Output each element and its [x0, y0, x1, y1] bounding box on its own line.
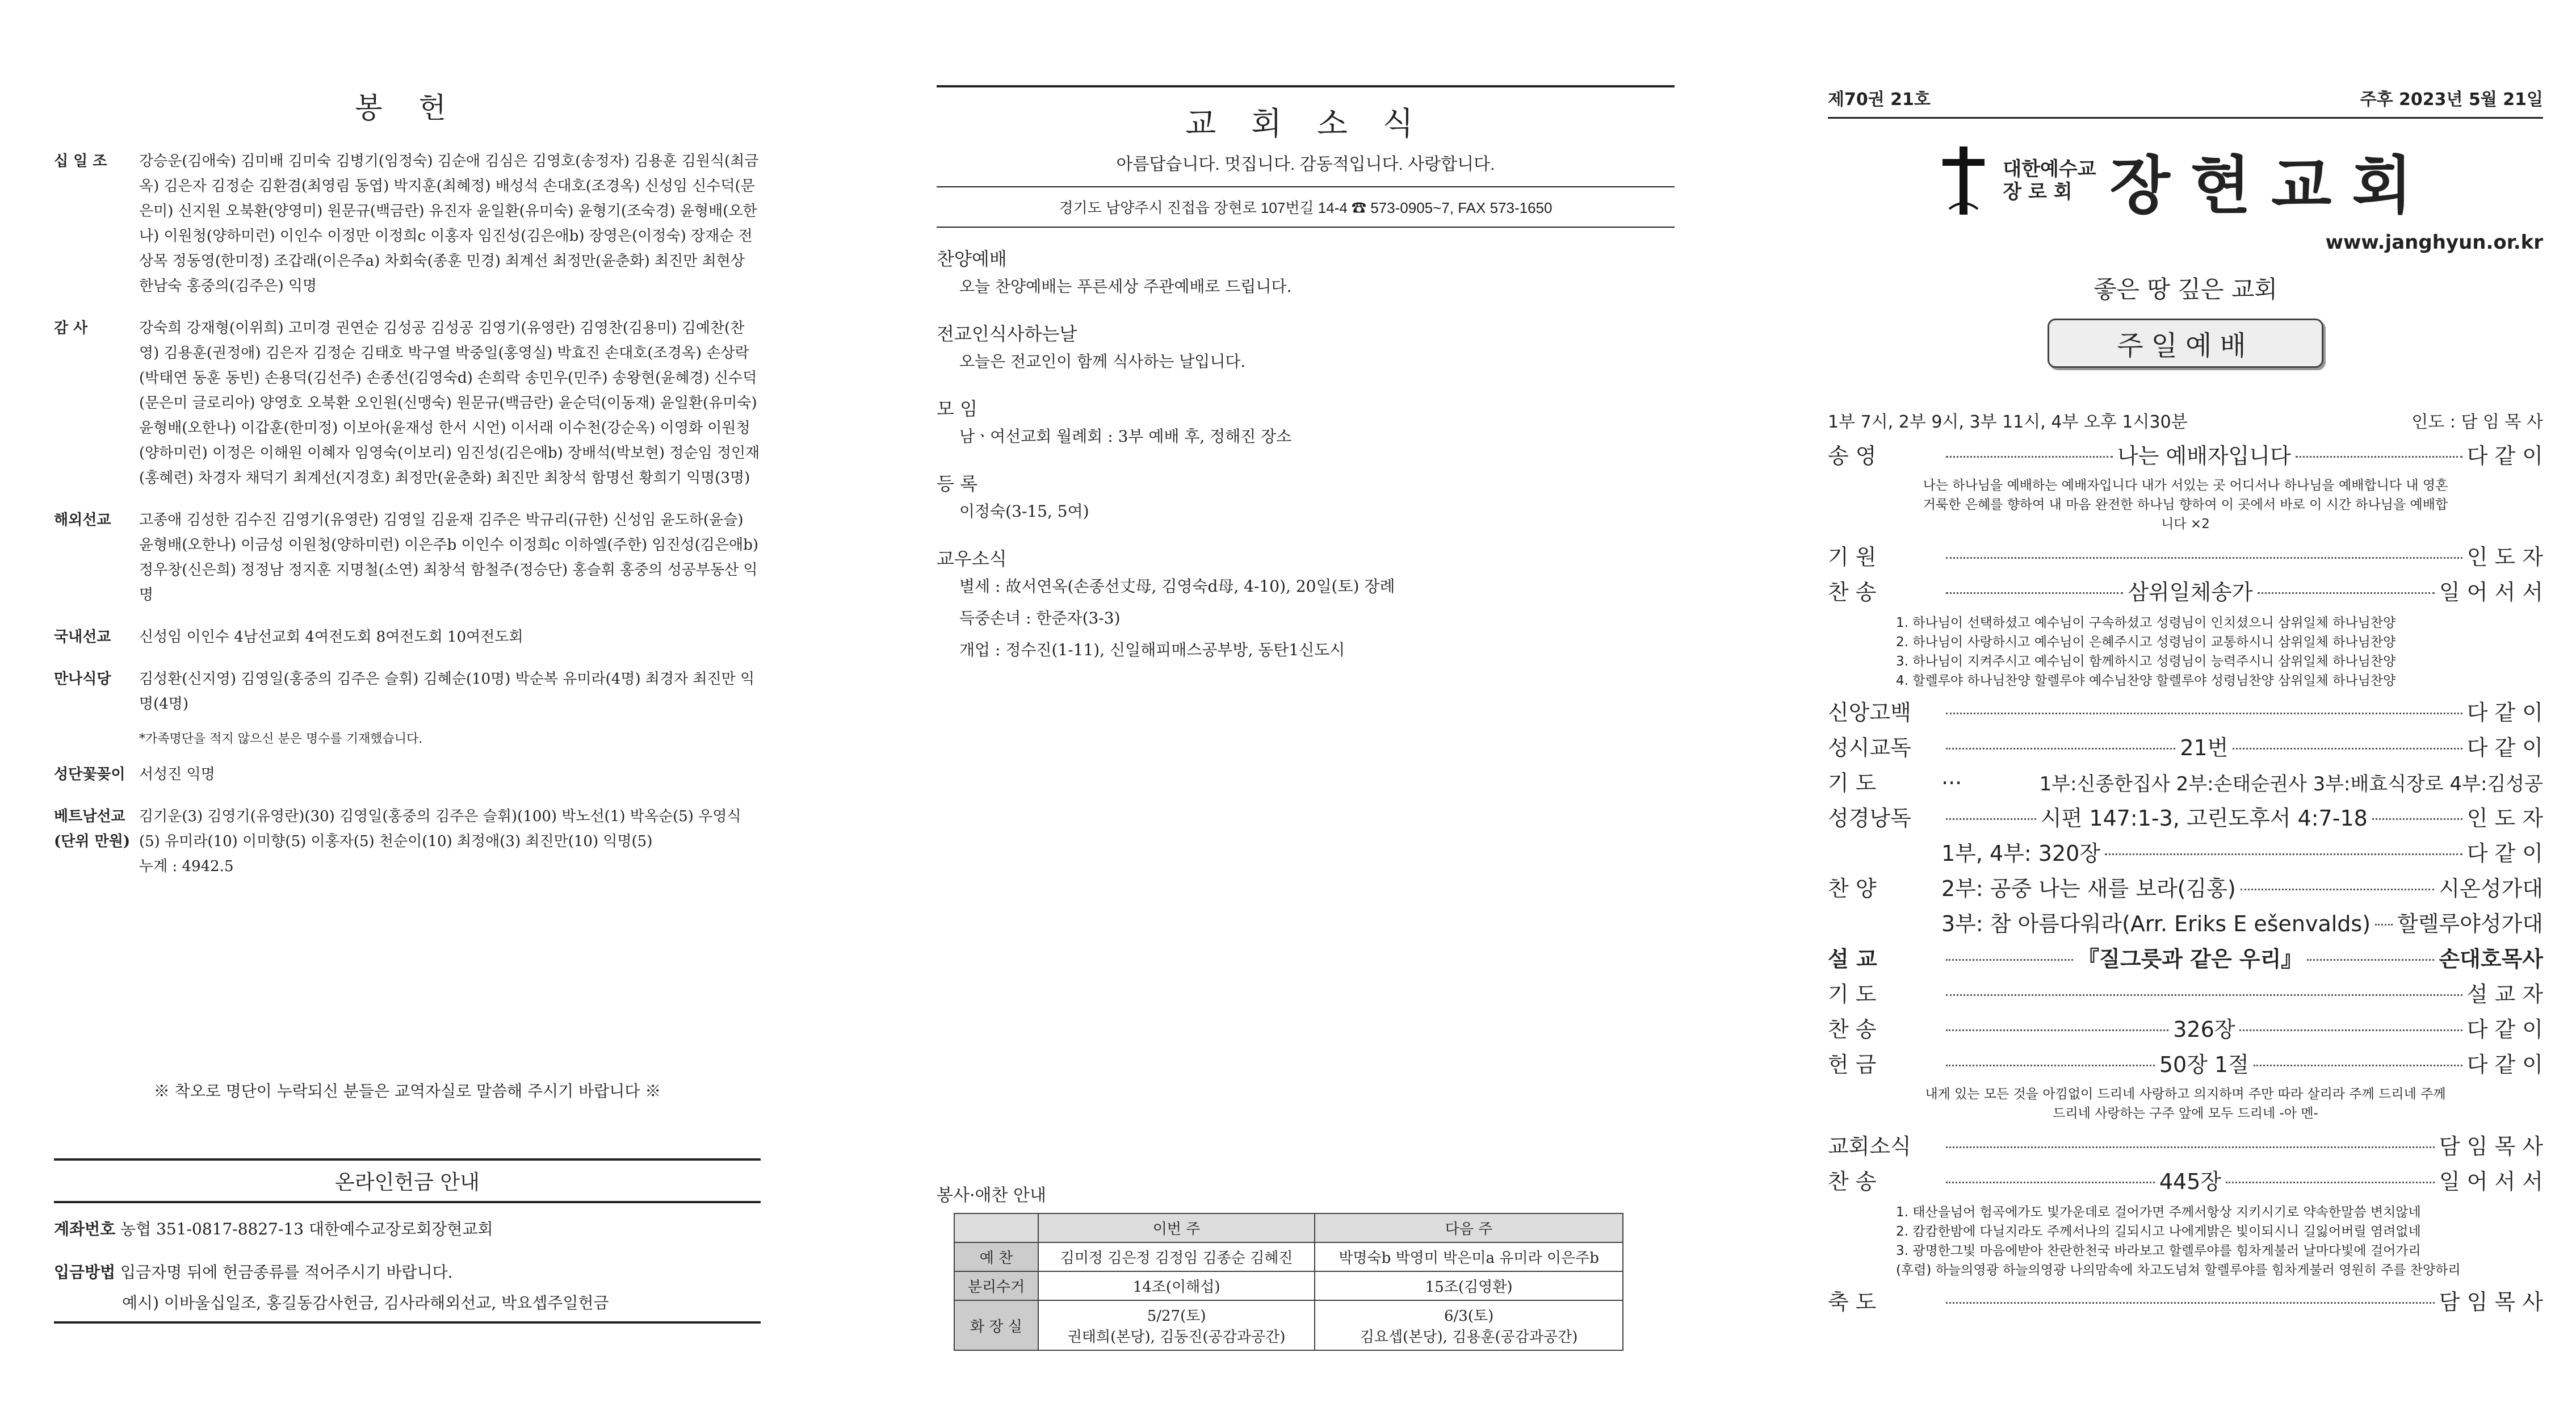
example-text: 예시) 이바울십일조, 홍길동감사헌금, 김사라해외선교, 박요셉주일헌금	[122, 1293, 609, 1312]
order-item	[1828, 836, 2543, 871]
news-heading: 모 임	[937, 398, 977, 420]
vietnam-total: 누계 : 4942.5	[139, 858, 234, 875]
sunday-service-banner: 주일예배	[2048, 319, 2323, 368]
cross-icon	[1938, 146, 1989, 215]
news-panel	[937, 0, 1675, 1415]
order-leader-dots	[2372, 818, 2462, 820]
hymn-verse: 1. 하나님이 선택하셨고 예수님이 구속하셨고 성령님이 인치셨으니 삼위일체 하나님찬양	[1896, 616, 2396, 630]
service-times-row	[1828, 408, 2543, 433]
flowers-section	[54, 762, 761, 787]
method-label: 입금방법	[54, 1263, 116, 1282]
order-leader-dots	[2105, 853, 2462, 855]
online-offering-box	[54, 1158, 761, 1324]
order-leader-dots	[1946, 818, 2036, 820]
order-item	[1828, 977, 2543, 1012]
section-names: 신성임 이인수 4남선교회 4여전도회 8여전도회 10여전도회	[139, 629, 523, 646]
news-heading: 교우소식	[937, 548, 1007, 570]
news-body: 이정숙(3-15, 5여)	[959, 502, 1089, 521]
hymn-verse: 2. 하나님이 사랑하시고 예수님이 은혜주시고 성령님이 교통하시니 삼위일체 하나님찬양	[1896, 635, 2396, 650]
news-body: 개업 : 정수진(1-11), 신일해피매스공부방, 동탄1신도시	[959, 640, 1345, 659]
news-title: 교 회 소 식	[937, 85, 1675, 144]
order-item	[1828, 438, 2543, 474]
table-row	[954, 1271, 1623, 1300]
order-item	[1828, 906, 2543, 941]
order-item	[1828, 695, 2543, 730]
order-label: 설 교	[1828, 947, 1877, 972]
table-cell: 화 장 실	[954, 1300, 1038, 1350]
table-cell: 박명숙b 박영미 박은미a 유미라 이은주b	[1315, 1242, 1623, 1271]
order-item	[1828, 575, 2543, 610]
order-label: 기 도	[1828, 982, 1877, 1007]
order-content: 21번	[2180, 735, 2229, 760]
order-leader: 담 임 목 사	[2439, 1134, 2543, 1159]
news-body: 오늘 찬양예배는 푸른세상 주관예배로 드립니다.	[959, 277, 1292, 296]
order-item	[1828, 1047, 2543, 1082]
hymn-verse: 1. 태산을넘어 험곡에가도 빛가운데로 걸어가면 주께서항상 지키시기로 약속한말씀 변치않네	[1896, 1205, 2421, 1220]
service-leader: 인도 : 담 임 목 사	[2411, 412, 2543, 432]
church-logo	[1828, 136, 2543, 225]
table-row	[954, 1242, 1623, 1271]
clean-this-date: 5/27(토)	[1147, 1308, 1206, 1325]
order-content: 나는 예배자입니다	[2117, 443, 2291, 468]
offering-sections	[54, 149, 761, 717]
order-leader-dots	[1946, 1146, 2435, 1148]
order-leader: 손대호목사	[2439, 947, 2544, 972]
volume-number: 제70권 21호	[1828, 90, 1931, 110]
online-offering-title: 온라인헌금 안내	[335, 1171, 480, 1194]
order-label: 찬 송	[1828, 1169, 1877, 1194]
order-leader-dots	[1946, 713, 2462, 714]
order-content: 1부, 4부: 320장	[1941, 841, 2101, 866]
flowers-label: 성단꽃꽂이	[54, 766, 125, 783]
denomination-line1: 대한예수교	[2003, 158, 2096, 181]
order-content: 삼위일체송가	[2128, 580, 2253, 605]
order-leader-dots	[1946, 959, 2073, 961]
offering-section	[54, 508, 761, 608]
order-content: 『질그릇과 같은 우리』	[2078, 947, 2303, 972]
table-cell: 예 찬	[954, 1242, 1038, 1271]
section-label: 해외선교	[54, 512, 111, 529]
order-leader-dots	[1946, 1182, 2155, 1183]
offering-section	[54, 667, 761, 717]
order-label: 축 도	[1828, 1290, 1877, 1314]
table-cell: 14조(이해섭)	[1038, 1271, 1315, 1300]
order-of-worship	[1828, 438, 2543, 1320]
clean-next-date: 6/3(토)	[1444, 1308, 1494, 1325]
table-cell: 김미정 김은정 김정임 김종순 김혜진	[1038, 1242, 1315, 1271]
order-item	[1828, 1012, 2543, 1047]
news-body: 남ㆍ여선교회 월례회 : 3부 예배 후, 정해진 장소	[959, 427, 1292, 446]
order-label: 찬 송	[1828, 1017, 1877, 1042]
order-content: 2부: 공중 나는 새를 보라(김홍)	[1941, 876, 2236, 901]
news-heading: 전교인식사하는날	[937, 323, 1077, 345]
hymn-verse: 3. 광명한그빛 마음에받아 찬란한천국 바라보고 할렐루야를 힘차게불러 날마다빛에 걸어가리	[1896, 1244, 2421, 1258]
order-item	[1828, 871, 2543, 906]
order-leader: 다 같 이	[2466, 1052, 2544, 1077]
clean-next-names: 김요셉(본당), 김용훈(공감과공간)	[1360, 1329, 1578, 1346]
order-content: 445장	[2159, 1169, 2222, 1194]
order-leader-dots	[1946, 557, 2462, 559]
order-item	[1828, 539, 2543, 575]
order-leader-dots	[2258, 592, 2435, 594]
order-leader-dots	[2296, 456, 2462, 458]
church-address: 경기도 남양주시 진접읍 장현로 107번길 14-4 ☎ 573-0905~7, FAX 573-1650	[937, 186, 1675, 228]
order-content: 3부: 참 아름다워라(Arr. Eriks E ešenvalds)	[1941, 911, 2371, 936]
table-header-cell: 다음 주	[1315, 1213, 1623, 1242]
order-leader-dots	[2307, 959, 2434, 961]
order-label: 성경낭독	[1828, 806, 1911, 831]
table-row	[954, 1300, 1623, 1350]
order-item	[1828, 1284, 2543, 1320]
order-label: 기 도	[1828, 771, 1877, 796]
order-leader-dots	[1946, 592, 2123, 594]
table-cell	[1315, 1300, 1623, 1350]
section-names: 강승운(김애숙) 김미배 김미숙 김병기(임정숙) 김순애 김심은 김영호(송정자) 김용훈 김원식(최금옥) 김은자 김정순 김환겸(최영림 동엽) 박지훈(최혜정) 배성석 손대호(조경옥) 신성임 신수덕(문은미) 신지원 오북환(양영미) 원문규(백금란) 유진자 윤일환(유미숙) 윤형기(조숙경) 윤형배(오한나) 이원청(양하미런) 이인수 이정만 이정희c 이홍자 임진성(김은애b) 장영은(이정숙) 장재순 전상목 정동영(한미정) 조갑래(이은주a) 차회숙(종훈 민경) 최계선 최정만(윤춘화) 최진만 최현상 한남숙 홍중의(김주은) 익명	[139, 153, 759, 295]
order-leader-dots	[2241, 889, 2435, 890]
bulletin-header	[1828, 85, 2543, 119]
section-label: 감 사	[54, 320, 88, 337]
church-name: 장현교회	[2109, 149, 2433, 222]
vietnam-label: 베트남선교	[54, 808, 125, 825]
order-label: 성시교독	[1828, 735, 1911, 760]
family-note: *가족명단을 적지 않으신 분은 명수를 기재했습니다.	[139, 732, 423, 746]
account-label: 계좌번호	[54, 1220, 116, 1238]
bulletin-date: 주후 2023년 5월 21일	[2360, 90, 2543, 110]
order-leader: 시온성가대	[2439, 876, 2543, 901]
order-leader-dots	[1946, 748, 2175, 750]
order-leader-dots	[1946, 1065, 2155, 1066]
order-item	[1828, 730, 2543, 765]
vietnam-unit: (단위 만원)	[54, 833, 131, 850]
order-item	[1828, 801, 2543, 836]
section-label: 십 일 조	[54, 153, 107, 170]
order-leader-dots: ···	[1941, 771, 1962, 796]
order-leader: 인 도 자	[2466, 545, 2543, 570]
table-cell: 15조(김영환)	[1315, 1271, 1623, 1300]
hymn-verse: (후렴) 하늘의영광 하늘의영광 나의맘속에 차고도넘쳐 할렐루야를 힘차게불러 영원히 주를 찬양하리	[1896, 1263, 2461, 1278]
hymn-verse: 2. 캄캄한밤에 다닐지라도 주께서나의 길되시고 나에게밝은 빛이되시니 길잃어버릴 염려없네	[1896, 1224, 2421, 1239]
order-leader-dots	[1946, 1029, 2168, 1031]
order-leader-dots	[1946, 1302, 2435, 1304]
order-content: 시편 147:1-3, 고린도후서 4:7-18	[2040, 806, 2368, 831]
offering-section	[54, 625, 761, 650]
order-label: 찬 송	[1828, 580, 1877, 605]
church-slogan: 좋은 땅 깊은 교회	[2093, 275, 2278, 303]
order-content: 50장 1절	[2159, 1052, 2249, 1077]
hymn-verse: 4. 할렐루야 하나님찬양 할렐루야 예수님찬양 할렐루야 성령님찬양 삼위일체 하나님찬양	[1896, 673, 2396, 688]
table-cell: 분리수거	[954, 1271, 1038, 1300]
order-item	[1828, 941, 2543, 977]
order-leader: 일 어 서 서	[2439, 1169, 2544, 1194]
section-names: 강숙희 강재형(이위희) 고미경 권연순 김성공 김성공 김영기(유영란) 김영찬(김용미) 김예찬(찬영) 김용훈(권정애) 김은자 김정순 김태호 박구열 박중일(홍영실) 박효진 손대호(조경옥) 손상락(박태연 동훈 동빈) 손용덕(김선주) 손종선(김영숙d) 손희락 송민우(민주) 송왕현(윤혜경) 신수덕(문은미 글로리아) 양영호 오북환 오인원(신맹숙) 원문규(백금란) 윤순덕(이동재) 윤일환(유미숙) 윤형배(오한나) 이갑훈(한미정) 이보아(윤재성 한서 시언) 이서래 이수천(강순옥) 이영화 이원청(양하미런) 이정은 이해원 이혜자 임영숙(이보리) 임진성(김은애b) 장배석(박보현) 정순임 정인재(홍혜련) 차경자 채덕기 최계선(지경호) 최정만(윤춘화) 최진만 최창석 함명선 황희기 익명(3명)	[139, 320, 760, 487]
order-leader: 할렐루야성가대	[2397, 911, 2543, 936]
order-leader: 다 같 이	[2466, 841, 2543, 866]
order-leader: 다 같 이	[2466, 443, 2544, 468]
order-leader-dots	[1946, 994, 2462, 996]
order-label: 송 영	[1828, 443, 1877, 468]
method-text: 입금자명 뒤에 헌금종류를 적어주시기 바랍니다.	[120, 1263, 453, 1282]
hymn-verses	[1828, 610, 2543, 695]
offering-section	[54, 149, 761, 299]
order-item	[1828, 1129, 2543, 1164]
worship-panel	[1828, 0, 2543, 1415]
order-leader-dots	[1946, 456, 2113, 458]
church-url[interactable]: www.janghyun.or.kr	[2325, 231, 2543, 254]
section-label: 국내선교	[54, 629, 111, 646]
table-header-row	[954, 1213, 1623, 1242]
hymn-verses	[1828, 1199, 2543, 1284]
order-leader: 인 도 자	[2466, 806, 2544, 831]
order-label: 신앙고백	[1828, 700, 1911, 725]
order-leader-dots	[2226, 1182, 2435, 1183]
order-leader: 1부:신종한집사 2부:손태순권사 3부:배효식장로 4부:김성공	[2039, 773, 2543, 796]
order-leader: 다 같 이	[2466, 700, 2543, 725]
news-body: 득중손녀 : 한준자(3-3)	[959, 609, 1121, 627]
order-leader: 다 같 이	[2466, 735, 2544, 760]
order-label: 찬 양	[1828, 876, 1877, 901]
news-heading: 찬양예배	[937, 248, 1007, 270]
order-leader-dots	[2375, 924, 2393, 926]
order-leader: 설 교 자	[2466, 982, 2543, 1007]
offering-panel	[0, 0, 795, 1415]
volunteer-title: 봉사·애찬 안내	[937, 1186, 1046, 1205]
hymn-lyrics: 나는 하나님을 예배하는 예배자입니다 내가 서있는 곳 어디서나 하나님을 예배합니다 내 영혼 거룩한 은혜를 향하여 내 마음 완전한 하나님 향하여 이 곳에서 바로 이 시간 하나님을 예배합니다 ×2	[1923, 478, 2448, 531]
account-number: 농협 351-0817-8827-13 대한예수교장로회장현교회	[120, 1220, 493, 1238]
table-cell	[1038, 1300, 1315, 1350]
order-content: 326장	[2173, 1017, 2235, 1042]
news-body: 별세 : 故서연옥(손종선丈母, 김영숙d母, 4-10), 20일(토) 장례	[959, 577, 1395, 596]
order-leader: 담 임 목 사	[2439, 1290, 2543, 1314]
order-leader-dots	[2254, 1065, 2462, 1066]
news-subtitle: 아름답습니다. 멋집니다. 감동적입니다. 사랑합니다.	[1116, 155, 1495, 174]
section-names: 김성환(신지영) 김영일(홍중의 김주은 슬휘) 김혜순(10명) 박순복 유미라(4명) 최경자 최진만 익명(4명)	[139, 671, 755, 713]
offering-title: 봉 헌	[355, 91, 460, 124]
order-leader: 다 같 이	[2466, 1017, 2544, 1042]
offering-section	[54, 316, 761, 491]
order-label: 교회소식	[1828, 1134, 1911, 1159]
section-names: 고종애 김성한 김수진 김영기(유영란) 김영일 김윤재 김주은 박규리(규한) 신성임 윤도하(윤슬) 윤형배(오한나) 이금성 이원청(양하미런) 이은주b 이인수 이정희c 이하엘(주한) 임진성(김은애b) 정우창(신은희) 정정남 정지훈 지명철(소연) 최창석 함철주(정승단) 홍슬휘 홍중의 성공부동산 익명	[139, 512, 759, 604]
volunteer-table	[954, 1213, 1623, 1351]
order-leader: 일 어 서 서	[2439, 580, 2544, 605]
table-header-cell	[954, 1213, 1038, 1242]
order-item	[1828, 1164, 2543, 1199]
section-label: 만나식당	[54, 671, 111, 688]
news-list	[937, 245, 1675, 666]
clean-this-names: 권태희(본당), 김동진(공감과공간)	[1067, 1329, 1286, 1346]
omission-notice: ※ 착오로 명단이 누락되신 분들은 교역자실로 말씀해 주시기 바랍니다 ※	[153, 1082, 661, 1100]
order-label: 기 원	[1828, 545, 1877, 570]
order-label: 헌 금	[1828, 1052, 1877, 1077]
order-leader-dots	[2233, 748, 2462, 750]
order-item	[1828, 765, 2543, 801]
flowers-text: 서성진 익명	[139, 766, 215, 783]
vietnam-text: 김기운(3) 김영기(유영란)(30) 김영일(홍중의 김주은 슬휘)(100) 박노선(1) 박옥순(5) 우영식(5) 유미라(10) 이미향(5) 이홍자(5) 천순이(10) 최정애(3) 최진만(10) 익명(5)	[139, 808, 741, 850]
news-body: 오늘은 전교인이 함께 식사하는 날입니다.	[959, 352, 1246, 371]
hymn-lyrics: 내게 있는 모든 것을 아낌없이 드리네 사랑하고 의지하며 주만 따라 살리라 주께 드리네 주께 드리네 사랑하는 구주 앞에 모두 드리네 -아 멘-	[1925, 1087, 2446, 1121]
order-leader-dots	[2239, 1029, 2462, 1031]
vietnam-section	[54, 804, 761, 879]
table-header-cell: 이번 주	[1038, 1213, 1315, 1242]
denomination-line2: 장 로 회	[2003, 181, 2072, 203]
news-heading: 등 록	[937, 473, 977, 495]
service-times: 1부 7시, 2부 9시, 3부 11시, 4부 오후 1시30분	[1828, 412, 2188, 432]
hymn-verse: 3. 하나님이 지켜주시고 예수님이 함께하시고 성령님이 능력주시니 삼위일체 하나님찬양	[1896, 654, 2396, 669]
